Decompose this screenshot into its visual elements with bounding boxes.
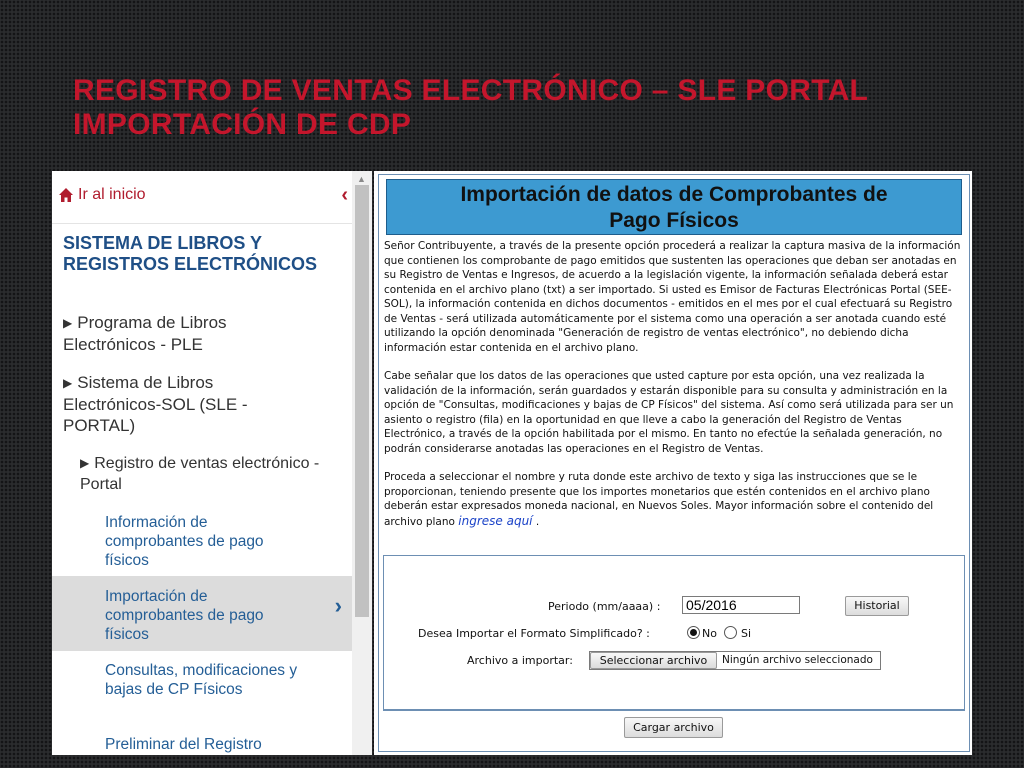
sidebar-item-sle[interactable] (63, 372, 313, 436)
sidebar (52, 171, 352, 755)
no-file-text: Ningún archivo seleccionado (722, 654, 873, 666)
cargar-archivo-button[interactable]: Cargar archivo (624, 717, 723, 738)
slide-title-line1: REGISTRO DE VENTAS ELECTRÓNICO – SLE PORTAL (73, 74, 869, 107)
sidebar-item-ple-label: Programa de Libros Electrónicos - PLE (63, 313, 227, 354)
home-icon (58, 187, 74, 203)
system-title: SISTEMA DE LIBROS Y REGISTROS ELECTRÓNICOS (63, 233, 318, 274)
slide-title (73, 74, 868, 142)
instructions-paragraph-3 (384, 470, 966, 529)
sidebar-item-ple[interactable] (63, 312, 283, 355)
main-content (374, 171, 972, 755)
sidebar-item-registro-ventas[interactable] (80, 453, 346, 495)
sidebar-subitem-informacion[interactable]: Información de comprobantes de pago físicos (105, 514, 264, 569)
form-divider (384, 709, 964, 710)
select-file-button[interactable]: Seleccionar archivo (590, 652, 717, 669)
home-link-label[interactable]: Ir al inicio (78, 186, 146, 203)
page-header-line2: Pago Físicos (609, 209, 739, 232)
radio-no-label: No (702, 627, 717, 640)
chevron-right-icon: › (334, 593, 342, 618)
sidebar-subitem-consultas[interactable]: Consultas, modificaciones y bajas de CP Físicos (105, 662, 298, 698)
historial-button[interactable]: Historial (845, 596, 909, 616)
periodo-input[interactable] (682, 596, 800, 614)
periodo-label: Periodo (mm/aaaa) : (548, 600, 661, 613)
sidebar-item-sle-label: Sistema de Libros Electrónicos-SOL (SLE - PORTAL) (63, 373, 248, 435)
instructions-paragraph-1: Señor Contribuyente, a través de la presente opción procederá a realizar la captura masiva de la información que contienen los comprobante de pago emitidos que sustenten las operaciones que deban ser anotadas en su Registro de Ventas e Ingresos, de acuerdo a la legislación vigente, la información señalada deberá estar contenida en el archivo plano (txt) a ser importado. Si usted es Emisor de Facturas Electrónicas Portal (SEE-SOL), la información contenida en dichos documentos - emitidos en el mes por el cual efectuará su Registro de Ventas - será utilizada automáticamente por el sistema como una operación a ser anotada cuando esté utilizando la opción denominada "Generación de registro de ventas electrónico", no debiendo dicha información estar contenida en el archivo plano. (384, 240, 961, 354)
radio-si-label: Si (741, 627, 752, 640)
instructions-text (384, 239, 966, 543)
caret-right-icon: ▶ (63, 376, 73, 390)
paragraph-3-end: . (532, 515, 540, 528)
paragraph-3-text: Proceda a seleccionar el nombre y ruta donde este archivo de texto y siga las instrucciones que se le proporcionan, teniendo presente que los importes monetarios que estén contenidos en el archivo plano deberán estar expresados moneda nacional, en Nuevos Soles. Mayor información sobre el contenido del archivo plano (384, 471, 934, 528)
scrollbar-thumb[interactable] (355, 185, 369, 617)
slide-title-line2: IMPORTACIÓN DE CDP (73, 108, 412, 141)
sidebar-item-registro-label: Registro de ventas electrónico - Portal (80, 455, 320, 493)
collapse-chevron-icon[interactable]: ‹ (341, 184, 348, 206)
radio-si[interactable] (724, 626, 737, 639)
ingrese-aqui-link[interactable]: ingrese aquí (458, 513, 533, 528)
page-header (386, 179, 962, 235)
simplificado-label: Desea Importar el Formato Simplificado? : (418, 627, 650, 640)
caret-right-icon: ▶ (63, 316, 73, 330)
import-form (383, 555, 965, 711)
page-header-line1: Importación de datos de Comprobantes de (460, 183, 888, 206)
sidebar-subitem-preliminar[interactable]: Preliminar del Registro (105, 736, 262, 753)
home-link[interactable] (52, 171, 352, 224)
archivo-label: Archivo a importar: (467, 654, 573, 667)
caret-right-icon: ▶ (80, 456, 90, 470)
sidebar-subitem-importacion[interactable]: Importación de comprobantes de pago físicos (105, 588, 264, 643)
radio-no[interactable] (687, 626, 700, 639)
instructions-paragraph-2: Cabe señalar que los datos de las operaciones que usted capture por esta opción, una vez realizada la validación de la información, serán guardados y estarán disponible para su consulta y administración en la opción de "Consultas, modificaciones y bajas de CP Físicos" del sistema. Así como será utilizada para ser un asiento o registro (fila) en la oportunidad en que lleve a cabo la generación del Registro de Ventas Electrónico, a través de la opción habilitada por el mismo. En tanto no efectúe la señalada generación, no podrán considerarse anotadas las operaciones en el Registro de Ventas. (384, 370, 954, 455)
scroll-up-arrow-icon[interactable]: ▲ (357, 174, 366, 184)
